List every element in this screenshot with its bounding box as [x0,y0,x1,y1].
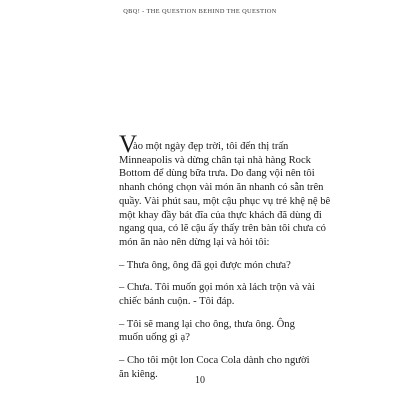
paragraph-spacer [119,345,389,354]
dialogue-line: – Thưa ông, ông đã gọi được món chưa? [119,259,291,271]
paragraph-line: nhanh chóng chọn vài món ăn nhanh có sẵn trên [119,182,324,194]
dialogue-line: – Cho tôi một lon Coca Cola dành cho người [119,355,310,367]
paragraph-line: một khay đầy bát đĩa của thực khách đã dùng đi [119,209,322,221]
paragraph-spacer [119,250,389,259]
body-text [119,131,389,382]
page-number: 10 [195,375,205,386]
paragraph-line: món ăn nào nên dừng lại và hỏi tôi: [119,236,270,248]
drop-cap: V [119,131,138,158]
paragraph-line: quầy. Vài phút sau, một cậu phục vụ trẻ khệ nệ bê [119,195,331,207]
dialogue-line: – Chưa. Tôi muốn gọi món xà lách trộn và vài [119,282,315,294]
dialogue-1 [119,259,389,273]
paragraph-line-text: ào một ngày đẹp trời, tôi đến thị trấn [133,141,289,152]
dialogue-3 [119,318,389,345]
paragraph-line [119,131,389,158]
paragraph-spacer [119,309,389,318]
paragraph-line: Bottom để dùng bữa trưa. Do đang vội nên tôi [119,168,315,180]
dialogue-line: ăn kiêng. [119,368,158,380]
paragraph-spacer [119,272,389,281]
dialogue-line: – Tôi sẽ mang lại cho ông, thưa ông. Ông [119,318,295,330]
paragraph-line: Minneapolis và dừng chân tại nhà hàng Rock [119,154,311,166]
paragraph-line: ngang qua, có lẽ cậu ấy thấy trên bàn tôi chưa có [119,223,326,235]
dialogue-2 [119,281,389,308]
dialogue-line: muốn uống gì ạ? [119,332,190,344]
dialogue-line: chiếc bánh cuộn. - Tôi đáp. [119,296,235,308]
paragraph-1 [119,131,389,250]
running-header: QBQ! - THE QUESTION BEHIND THE QUESTION [123,8,277,15]
